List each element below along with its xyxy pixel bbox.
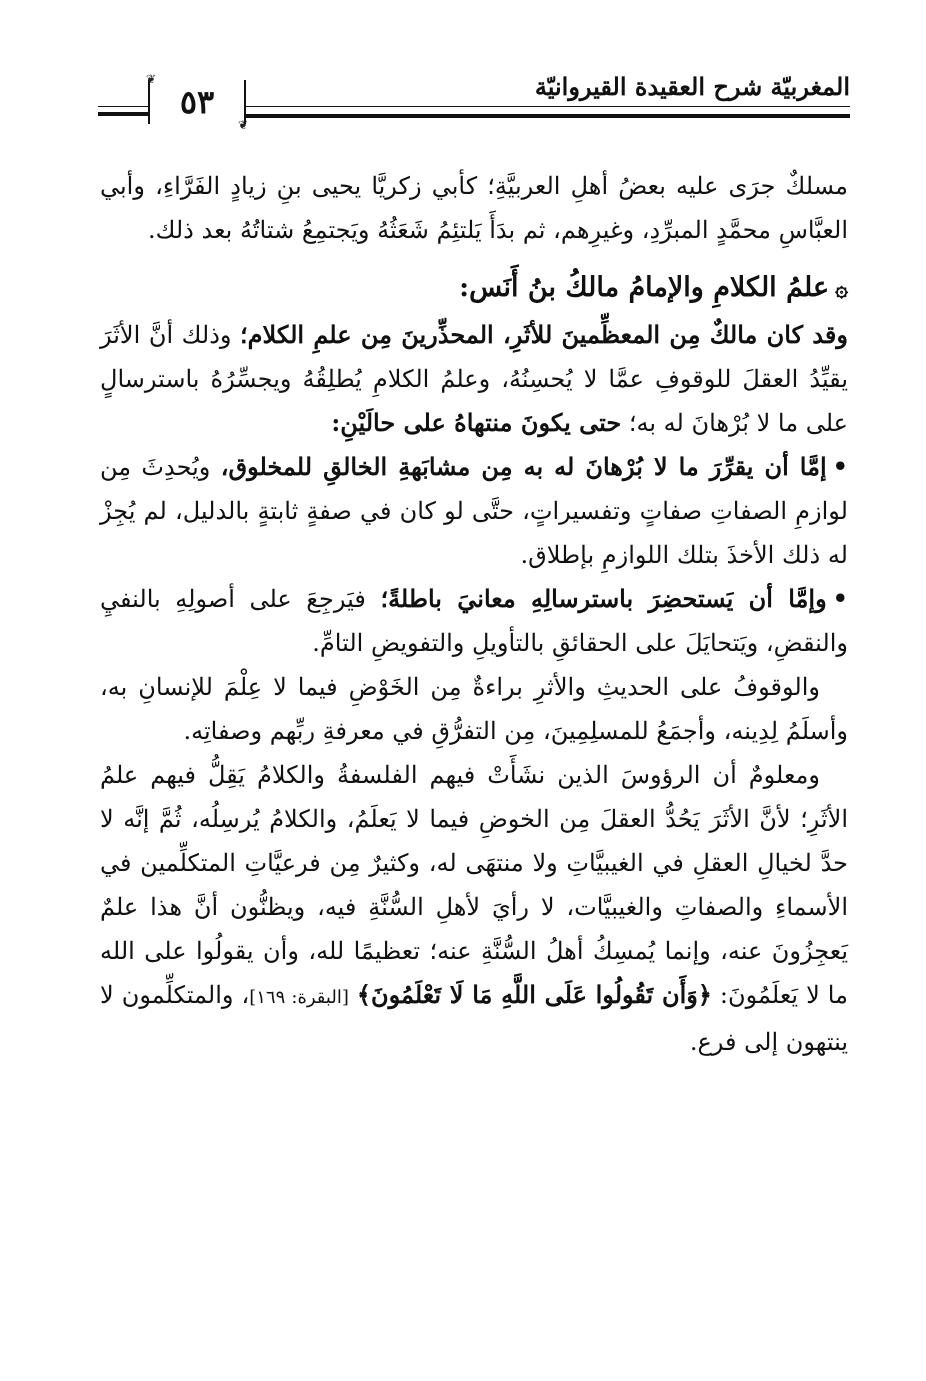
body-text: ، والمتكلِّمون لا ينتهون إلى فرع. [100,981,848,1056]
section-heading [100,266,848,311]
book-title: المغربيّة شرح العقيدة القيروانيّة [534,72,850,101]
header-rule-left-thick [98,112,148,116]
bold-text: وقد كان مالكٌ مِن المعظِّمينَ للأثَرِ، المحذِّرينَ مِن علمِ الكلام؛ [240,320,848,349]
header-rule-thin [246,106,850,107]
bullet-item [100,445,848,577]
paragraph-philosophy [100,753,848,1064]
body-text: وذلك أنَّ الأثَرَ يقيِّدُ العقلَ للوقوفِ عمَّا لا يُحسِنُهُ، وعلمُ الكلامِ يُطلِقُهُ ويجسِّرُهُ باسترسالٍ على ما لا بُرْهانَ له به؛ [100,321,848,437]
body-text: ومعلومٌ أن الرؤوسَ الذين نشَأَتْ فيهم الفلسفةُ والكلامُ يَقِلُّ فيهم علمُ الأثَرِ؛ لأنَّ الأثَرَ يَحُدُّ العقلَ مِن الخوضِ فيما لا يَعلَمُ، والكلامُ يُرسِلُه، ثُمَّ إنَّه لا حدَّ لخيالِ العقلِ في الغيبيَّاتِ ولا منتهَى له، وكثيرٌ مِن فرعيَّاتِ المتكلِّمين في الأسماءِ والصفاتِ والغيبيَّات، لا رأيَ لأهلِ السُّنَّةِ فيه، ويظنُّون أنَّ هذا علمٌ يَعجِزُونَ عنه، وإنما يُمسِكُ أهلُ السُّنَّةِ عنه؛ تعظيمًا لله، وأن يقولُوا على الله ما لا يَعلَمُونَ: [100,761,848,1009]
section-heading-text: علمُ الكلامِ والإمامُ مالكُ بنُ أَنَس: [459,272,830,303]
page-body [100,164,848,1064]
verse-reference: [البقرة: ١٦٩] [249,987,349,1008]
heading-ornament-icon: ۞ [835,276,848,302]
page-number-box [146,72,248,132]
page-header [98,72,850,132]
paragraph-intro: مسلكٌ جرَى عليه بعضُ أهلِ العربيَّةِ؛ كأبي زكريَّا يحيى بنِ زيادٍ الفَرَّاءِ، وأبي العبَّاسِ محمَّدٍ المبرِّدِ، وغيرِهم، ثم بدَأَ يَلتئِمُ شَعَثُهُ ويَجتمِعُ شتاتُهُ بعد ذلك. [100,172,848,244]
bold-text: وإمَّا أن يَستحضِرَ باسترسالِهِ معانيَ باطلةً؛ [380,584,827,613]
bullet-dot-icon: • [832,584,848,613]
bullet-dot-icon: • [832,452,848,481]
bold-text: إمَّا أن يقرِّرَ ما لا بُرْهانَ له به مِن مشابَهةِ الخالقِ للمخلوق، [220,452,827,481]
header-rule-thick [246,114,850,118]
body-text: ويُحدِثَ مِن لوازمِ الصفاتِ صفاتٍ وتفسيراتٍ، حتَّى لو كان في صفةٍ ثابتةٍ بالدليل، لم يُجِزْ له ذلك الأخذَ بتلك اللوازمِ بإطلاق. [100,453,848,569]
body-text: فيَرجِعَ على أصولِهِ بالنفيِ والنقضِ، ويَتحايَلَ على الحقائقِ بالتأويلِ والتفويضِ التامِّ. [100,585,848,657]
bold-text: حتى يكونَ منتهاهُ على حالَيْنِ: [331,408,622,437]
paragraph-athar: والوقوفُ على الحديثِ والأثرِ براءةٌ مِن الخَوْضِ فيما لا عِلْمَ للإنسانِ به، وأسلَمُ لِدِينه، وأجمَعُ للمسلِمِينَ، مِن التفرُّقِ في معرفةِ ربِّهم وصفاتِه. [100,673,848,745]
flourish-ornament-icon: ❦ [146,72,157,86]
paragraph-malik [100,313,848,445]
header-rule-left-thin [98,106,148,107]
page-number: ٥٣ [179,83,215,121]
flourish-ornament-icon: ❦ [237,118,248,132]
bullet-item [100,577,848,665]
quran-verse: ﴿وَأَن تَقُولُوا عَلَى اللَّهِ مَا لَا تَعْلَمُونَ﴾ [356,980,712,1009]
